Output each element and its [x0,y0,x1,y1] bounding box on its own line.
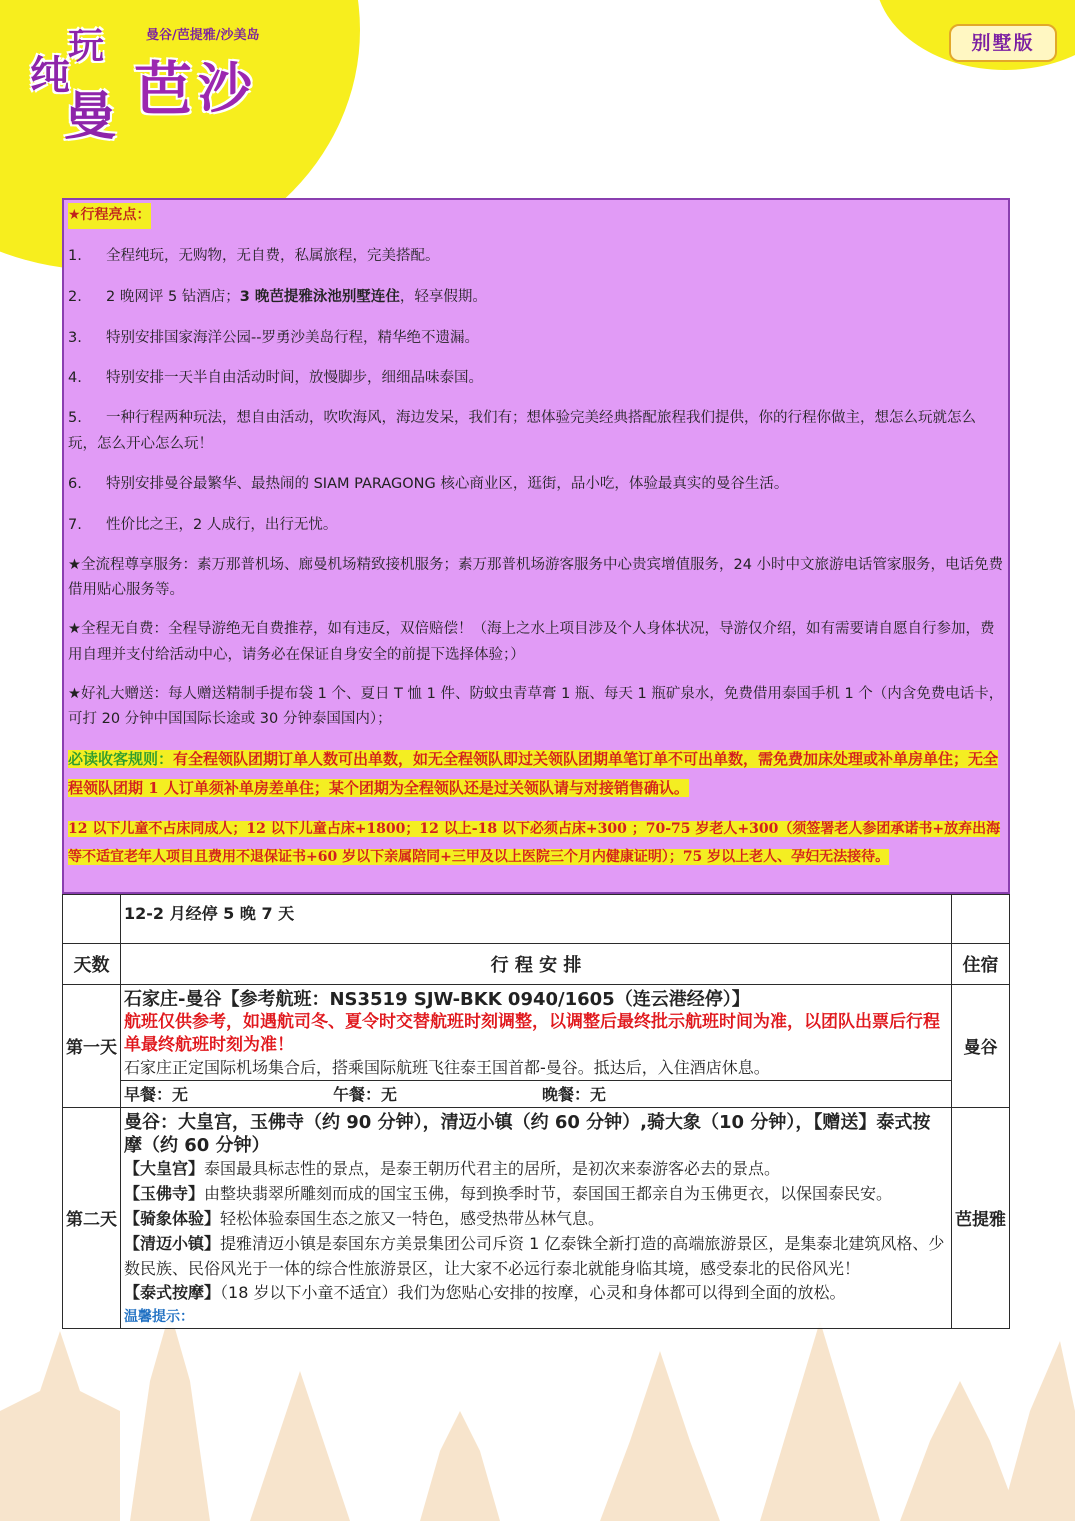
booking-rules-key: 必读收客规则： [68,749,174,768]
highlight-item: 4. 特别安排一天半自由活动时间，放慢脚步，细细品味泰国。 [68,370,483,387]
highlights-title: ★行程亮点： [68,203,151,229]
logo-char-4: 芭 [134,55,193,123]
day2-entry: 【骑象体验】轻松体验泰国生态之旅又一特色，感受热带丛林气息。 [124,1209,605,1229]
day1-meals [121,1080,952,1107]
day1-description: 石家庄正定国际机场集合后，搭乘国际航班飞往泰王国首都-曼谷。抵达后，入住酒店休息。 [124,1058,770,1078]
table-header-row [63,944,1010,985]
header-stay: 住宿 [952,944,1010,985]
day1-flight-warning: 航班仅供参考，如遇航司冬、夏令时交替航班时刻调整，以调整后最终批示航班时间为准，以团队出票后行程单最终航班时刻为准！ [124,1012,940,1056]
highlight-item: 6. 特别安排曼谷最繁华、最热闹的 SIAM PARAGONG 核心商业区，逛街，品小吃，体验最真实的曼谷生活。 [68,475,789,492]
day2-stay: 芭提雅 [952,1107,1010,1329]
highlight-item: 7. 性价比之王，2 人成行，出行无忧。 [68,516,338,533]
table-row-day2 [63,1107,1010,1329]
brand-subtitle: 曼谷/芭提雅/沙美岛 [146,28,260,43]
day1-stay: 曼谷 [952,985,1010,1108]
logo-char-5: 沙 [198,57,252,120]
day2-entry: 【清迈小镇】提雅清迈小镇是泰国东方美景集团公司斥资 1 亿泰铢全新打造的高端旅游景区，是集泰北建筑风格、少数民族、民俗风光于一体的综合性旅游景区，让大家不必远行泰北就能身临其境，感受泰北的民俗风光！ [124,1233,945,1278]
highlight-villa-bold: 3 晚芭提雅泳池别墅连住 [239,288,400,305]
schedule-title: 12-2 月经停 5 晚 7 天 [121,895,952,944]
schedule-row [63,895,1010,944]
table-row-day1-meals [63,1080,1010,1107]
highlights-box [62,198,1010,894]
header-plan: 行 程 安 排 [121,944,952,985]
day1-breakfast: 早餐：无 [124,1085,189,1105]
logo-char-2: 玩 [68,26,105,67]
brand-logo [30,18,310,148]
day2-label: 第二天 [63,1107,121,1329]
day2-entry: 【大皇宫】泰国最具标志性的景点，是泰王朝历代君主的居所，是初次来泰游客必去的景点。 [124,1159,781,1179]
highlight-item: 3. 特别安排国家海洋公园--罗勇沙美岛行程，精华绝不遗漏。 [68,329,479,346]
day2-entry: 【玉佛寺】由整块翡翠所雕刻而成的国宝玉佛，每到换季时节，泰国国王都亲自为玉佛更衣，以保国泰民安。 [124,1184,893,1204]
day1-lunch: 午餐：无 [333,1085,398,1105]
highlight-item: 1. 全程纯玩，无购物，无自费，私属旅程，完美搭配。 [68,247,440,264]
day2-tip: 温馨提示： [124,1309,194,1326]
highlight-item: 5. 一种行程两种玩法，想自由活动，吹吹海风，海边发呆，我们有；想体验完美经典搭配旅程我们提供，你的行程你做主，想怎么玩就怎么玩，怎么开心怎么玩！ [68,410,976,452]
gifts-paragraph: ★好礼大赠送：每人赠送精制手提布袋 1 个、夏日 T 恤 1 件、防蚊虫青草膏 1 瓶、每天 1 瓶矿泉水，免费借用泰国手机 1 个（内含免费电话卡，可打 20 分钟中国国际长途或 30 分钟泰国国内）； [68,686,1004,728]
day1-title: 石家庄-曼谷【参考航班：NS3519 SJW-BKK 0940/1605（连云港经停）】 [124,989,750,1010]
no-extra-paragraph: ★全程无自费：全程导游绝无自费推荐，如有违反，双倍赔偿！（海上之水上项目涉及个人身体状况，导游仅介绍，如有需要请自愿自行参加，费用自理并支付给活动中心，请务必在保证自身安全的前提下选择体验；） [68,621,995,663]
booking-rules-text: 有全程领队团期订单人数可出单数，如无全程领队即过关领队团期单笔订单不可出单数，需免费加床处理或补单房单住；无全程领队团期 1 人订单须补单房差单住；某个团期为全程领队还是过关领队请与对接销售确认。 [68,749,999,798]
header-day: 天数 [63,944,121,985]
day1-label: 第一天 [63,985,121,1108]
day2-entry: 【泰式按摩】（18 岁以下小童不适宜）我们为您贴心安排的按摩，心灵和身体都可以得到全面的放松。 [124,1283,846,1303]
child-elder-rules: 12 以下儿童不占床同成人；12 以下儿童占床+1800；12 以上-18 以下必须占床+300 ；70-75 岁老人+300（须签署老人参团承诺书+放弃出海等不适宜老年人项目且费用不退保证书+60 岁以下亲属陪同+三甲及以上医院三个月内健康证明）；75 岁以上老人、孕妇无法接待。 [68,821,1001,866]
logo-char-1: 纯 [30,53,70,99]
service-paragraph: ★全流程尊享服务：素万那普机场、廊曼机场精致接机服务；素万那普机场游客服务中心贵宾增值服务，24 小时中文旅游电话管家服务，电话免费借用贴心服务等。 [68,556,1004,598]
itinerary-table [62,894,1010,1329]
highlight-item: 2. 2 晚网评 5 钻酒店；3 晚芭提雅泳池别墅连住，轻享假期。 [68,288,487,305]
day1-dinner: 晚餐：无 [542,1085,607,1105]
logo-char-3: 曼 [64,87,117,147]
edition-badge: 别墅版 [949,24,1057,62]
day2-title: 曼谷：大皇宫，玉佛寺（约 90 分钟），清迈小镇（约 60 分钟）,骑大象（10 分钟），【赠送】泰式按摩（约 60 分钟） [124,1111,931,1157]
table-row-day1 [63,985,1010,1081]
booking-rules [68,745,1004,804]
